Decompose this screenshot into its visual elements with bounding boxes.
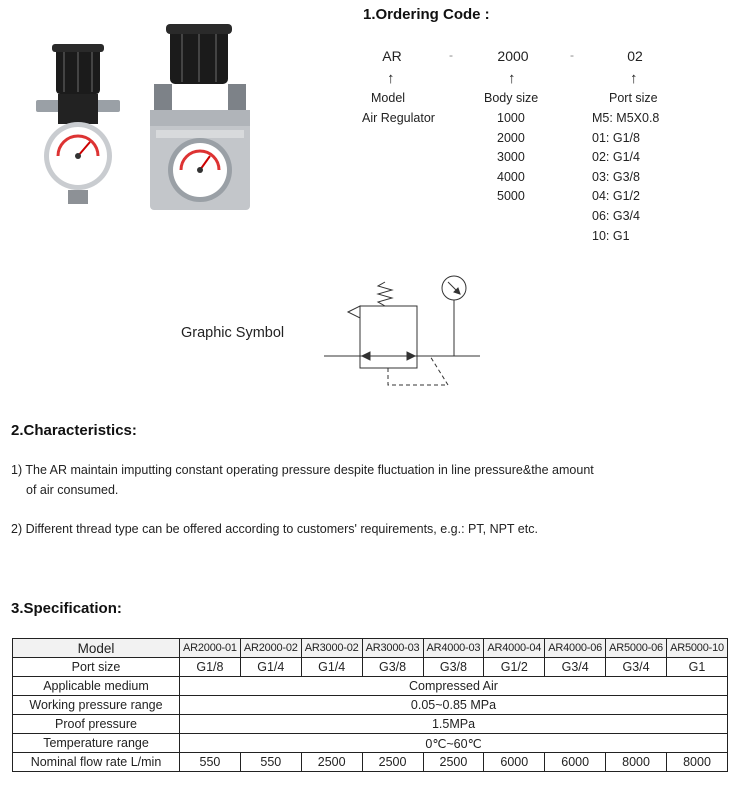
graphic-symbol-label: Graphic Symbol bbox=[181, 325, 285, 341]
port-size-item: 10: G1 bbox=[592, 229, 630, 243]
table-cell: 0℃~60℃ bbox=[180, 734, 728, 753]
table-cell: 6000 bbox=[545, 753, 606, 772]
regulator-symbol-icon bbox=[320, 272, 490, 390]
table-cell: G1/4 bbox=[240, 658, 301, 677]
table-cell: 2500 bbox=[423, 753, 484, 772]
table-cell: G1/4 bbox=[301, 658, 362, 677]
code-separator-2: - bbox=[570, 48, 574, 62]
arrow-up-icon: ↑ bbox=[387, 70, 395, 87]
table-cell: AR3000-02 bbox=[301, 639, 362, 658]
code-separator-1: - bbox=[449, 48, 453, 62]
table-cell: 0.05~0.85 MPa bbox=[180, 696, 728, 715]
table-cell: Working pressure range bbox=[13, 696, 180, 715]
arrow-up-icon: ↑ bbox=[630, 70, 638, 87]
code-part-port-size: 02 bbox=[627, 48, 643, 64]
table-cell: AR5000-10 bbox=[667, 639, 728, 658]
body-size-label: Body size bbox=[484, 91, 539, 105]
specification-heading: 3.Specification: bbox=[11, 600, 122, 617]
table-cell: 6000 bbox=[484, 753, 545, 772]
table-cell: G3/4 bbox=[545, 658, 606, 677]
characteristics-heading: 2.Characteristics: bbox=[11, 422, 137, 439]
model-value: Air Regulator bbox=[362, 111, 435, 125]
table-cell: AR4000-06 bbox=[545, 639, 606, 658]
specification-table bbox=[12, 638, 728, 772]
body-size-item: 2000 bbox=[497, 131, 525, 145]
body-size-item: 4000 bbox=[497, 170, 525, 184]
table-cell: G3/8 bbox=[423, 658, 484, 677]
table-row bbox=[13, 734, 728, 753]
model-label: Model bbox=[371, 91, 406, 105]
table-cell: G3/8 bbox=[362, 658, 423, 677]
table-cell: G3/4 bbox=[606, 658, 667, 677]
regulator-photo-small bbox=[28, 38, 128, 208]
body-size-item: 5000 bbox=[497, 189, 525, 203]
table-cell: 2500 bbox=[362, 753, 423, 772]
table-cell: Nominal flow rate L/min bbox=[13, 753, 180, 772]
table-cell: Temperature range bbox=[13, 734, 180, 753]
table-cell: Port size bbox=[13, 658, 180, 677]
table-row bbox=[13, 677, 728, 696]
table-cell: G1/2 bbox=[484, 658, 545, 677]
regulator-photo-large bbox=[140, 22, 260, 222]
table-cell: Model bbox=[13, 639, 180, 658]
table-row bbox=[13, 753, 728, 772]
code-part-body-size: 2000 bbox=[497, 48, 529, 64]
table-cell: AR4000-04 bbox=[484, 639, 545, 658]
table-row bbox=[13, 715, 728, 734]
table-cell: 8000 bbox=[606, 753, 667, 772]
table-cell: 2500 bbox=[301, 753, 362, 772]
port-size-item: 03: G3/8 bbox=[592, 170, 640, 184]
table-cell: Compressed Air bbox=[180, 677, 728, 696]
table-row bbox=[13, 658, 728, 677]
port-size-item: M5: M5X0.8 bbox=[592, 111, 660, 125]
table-row bbox=[13, 639, 728, 658]
table-row bbox=[13, 696, 728, 715]
table-cell: 550 bbox=[240, 753, 301, 772]
body-size-item: 1000 bbox=[497, 111, 525, 125]
port-size-label: Port size bbox=[609, 91, 658, 105]
port-size-item: 06: G3/4 bbox=[592, 209, 640, 223]
table-cell: G1/8 bbox=[180, 658, 241, 677]
port-size-item: 04: G1/2 bbox=[592, 189, 640, 203]
characteristic-item-1-cont: of air consumed. bbox=[26, 483, 119, 497]
ordering-code-heading: 1.Ordering Code : bbox=[363, 6, 490, 23]
table-cell: 8000 bbox=[667, 753, 728, 772]
table-cell: AR3000-03 bbox=[362, 639, 423, 658]
characteristic-item-2: 2) Different thread type can be offered according to customers' requirements, e.g.: PT, NPT etc. bbox=[11, 522, 538, 536]
code-part-model: AR bbox=[382, 48, 402, 64]
port-size-item: 01: G1/8 bbox=[592, 131, 640, 145]
table-cell: Applicable medium bbox=[13, 677, 180, 696]
table-cell: 1.5MPa bbox=[180, 715, 728, 734]
table-cell: G1 bbox=[667, 658, 728, 677]
table-cell: AR4000-03 bbox=[423, 639, 484, 658]
characteristic-item-1: 1) The AR maintain imputting constant operating pressure despite fluctuation in line pressure&the amount bbox=[11, 463, 594, 477]
table-cell: AR2000-02 bbox=[240, 639, 301, 658]
arrow-up-icon: ↑ bbox=[508, 70, 516, 87]
table-cell: AR2000-01 bbox=[180, 639, 241, 658]
table-cell: 550 bbox=[180, 753, 241, 772]
table-cell: AR5000-06 bbox=[606, 639, 667, 658]
table-cell: Proof pressure bbox=[13, 715, 180, 734]
body-size-item: 3000 bbox=[497, 150, 525, 164]
port-size-item: 02: G1/4 bbox=[592, 150, 640, 164]
